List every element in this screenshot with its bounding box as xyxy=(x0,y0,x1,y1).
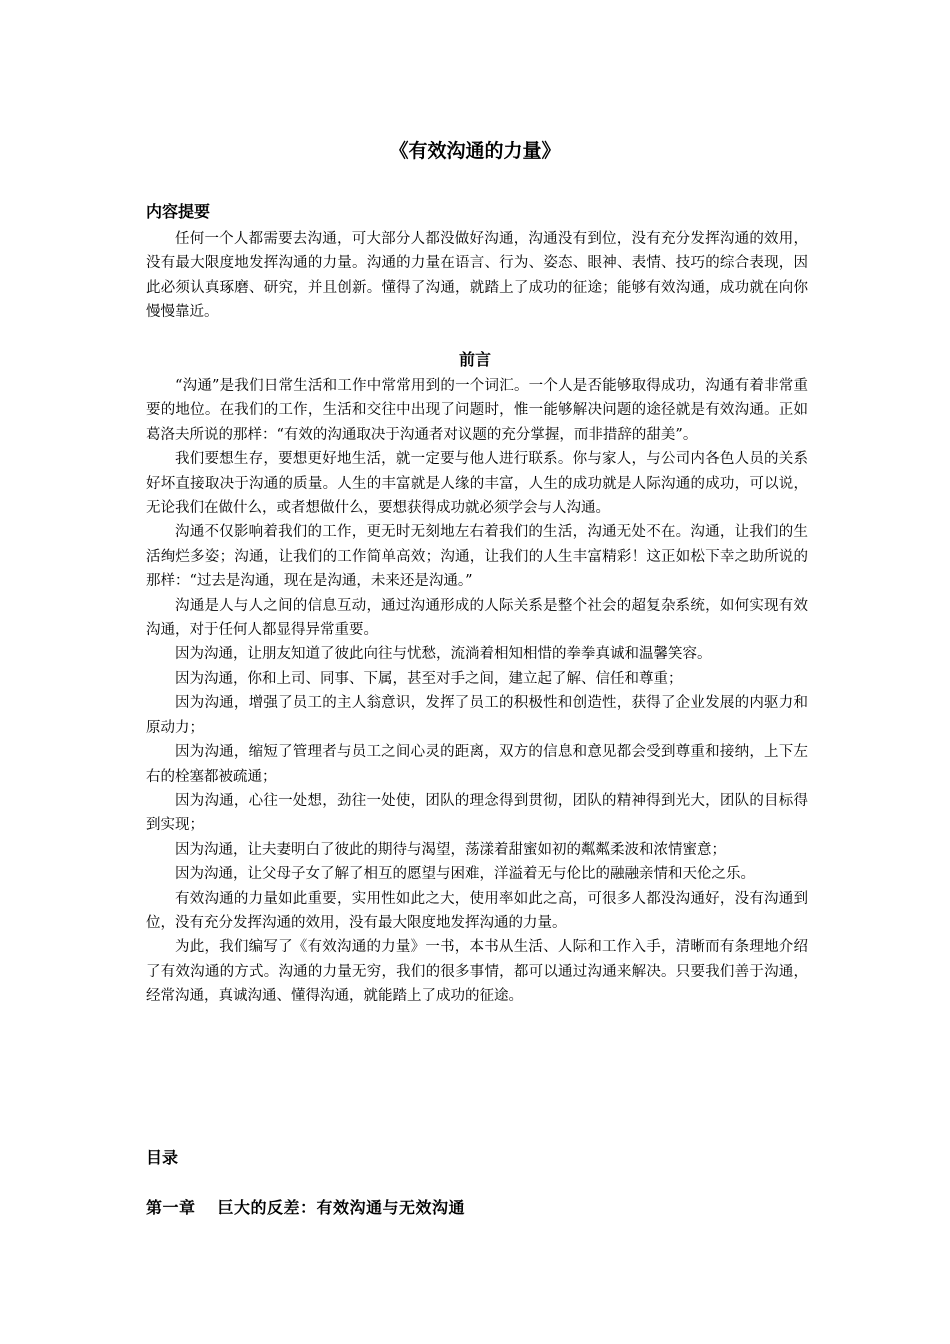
preface-paragraph: 沟通是人与人之间的信息互动，通过沟通形成的人际关系是整个社会的超复杂系统，如何实现有效沟通，对于任何人都显得异常重要。 xyxy=(146,597,808,639)
preface-paragraph: 因为沟通，缩短了管理者与员工之间心灵的距离，双方的信息和意见都会受到尊重和接纳，上下左右的栓塞都被疏通； xyxy=(146,744,808,785)
preface-heading: 前言 xyxy=(458,350,491,369)
preface-paragraph: 因为沟通，增强了员工的主人翁意识，发挥了员工的积极性和创造性，获得了企业发展的内驱力和原动力； xyxy=(146,695,808,736)
toc-heading: 目录 xyxy=(146,1148,179,1167)
abstract-paragraph: 任何一个人都需要去沟通，可大部分人都没做好沟通，沟通没有到位，没有充分发挥沟通的效用，没有最大限度地发挥沟通的力量。沟通的力量在语言、行为、姿态、眼神、表情、技巧的综合表现，因此必须认真琢磨、研究，并且创新。懂得了沟通，就踏上了成功的征途；能够有效沟通，成功就在向你慢慢靠近。 xyxy=(146,231,808,321)
chapter-title: 巨大的反差：有效沟通与无效沟通 xyxy=(217,1198,466,1217)
preface-paragraph: “沟通”是我们日常生活和工作中常常用到的一个词汇。一个人是否能够取得成功，沟通有着非常重要的地位。在我们的工作，生活和交往中出现了问题时，惟一能够解决问题的途径就是有效沟通。正如葛洛夫所说的那样：“有效的沟通取决于沟通者对议题的充分掌握，而非措辞的甜美”。 xyxy=(146,378,808,443)
document-title: 《有效沟通的力量》 xyxy=(389,140,561,162)
abstract-heading: 内容提要 xyxy=(146,202,211,221)
preface-body xyxy=(146,374,808,1009)
preface-paragraph: 因为沟通，让朋友知道了彼此向往与忧愁，流淌着相知相惜的拳拳真诚和温馨笑容。 xyxy=(175,646,712,663)
preface-paragraph: 因为沟通，让父母子女了解了相互的愿望与困难，洋溢着无与伦比的融融亲情和天伦之乐。 xyxy=(175,866,755,883)
chapter-number: 第一章 xyxy=(146,1198,196,1217)
abstract-body xyxy=(146,227,808,325)
preface-paragraph: 因为沟通，心往一处想，劲往一处使，团队的理念得到贯彻，团队的精神得到光大，团队的目标得到实现； xyxy=(146,792,808,834)
preface-paragraph: 我们要想生存，要想更好地生活，就一定要与他人进行联系。你与家人，与公司内各色人员的关系好坏直接取决于沟通的质量。人生的丰富就是人缘的丰富，人生的成功就是人际沟通的成功，可以说，无论我们在做什么，或者想做什么，要想获得成功就必须学会与人沟通。 xyxy=(146,451,808,517)
preface-paragraph: 为此，我们编写了《有效沟通的力量》一书，本书从生活、人际和工作入手，清晰而有条理地介绍了有效沟通的方式。沟通的力量无穷，我们的很多事情，都可以通过沟通来解决。只要我们善于沟通，经常沟通，真诚沟通、懂得沟通，就能踏上了成功的征途。 xyxy=(146,939,808,1005)
preface-paragraph: 因为沟通，你和上司、同事、下属，甚至对手之间，建立起了解、信任和尊重； xyxy=(175,670,683,687)
toc-chapter-item xyxy=(146,1196,465,1220)
preface-paragraph: 因为沟通，让夫妻明白了彼此的期待与渴望，荡漾着甜蜜如初的粼粼柔波和浓情蜜意； xyxy=(175,841,726,858)
preface-paragraph: 沟通不仅影响着我们的工作，更无时无刻地左右着我们的生活，沟通无处不在。沟通，让我们的生活绚烂多姿；沟通，让我们的工作简单高效；沟通，让我们的人生丰富精彩！这正如松下幸之助所说的那样：“过去是沟通，现在是沟通，未来还是沟通。” xyxy=(146,524,808,590)
preface-paragraph: 有效沟通的力量如此重要，实用性如此之大，使用率如此之高，可很多人都没沟通好，没有沟通到位，没有充分发挥沟通的效用，没有最大限度地发挥沟通的力量。 xyxy=(146,890,808,931)
